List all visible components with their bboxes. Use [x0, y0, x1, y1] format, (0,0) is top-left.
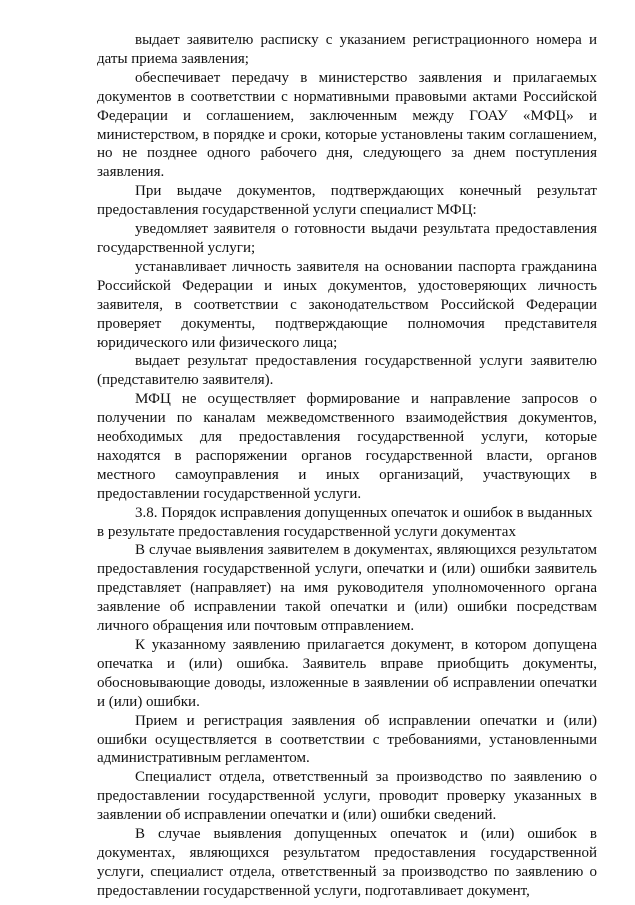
paragraph-identity: устанавливает личность заявителя на основании паспорта гражданина Российской Федерации и иных документов, удостоверяющих личность заявителя, в соответствии с законодательством Российской Федерации проверяет документы, подтверждающие полномочия представителя юридического или физического лица; [97, 258, 597, 351]
paragraph-transfer: обеспечивает передачу в министерство заявления и прилагаемых документов в соответствии с нормативными правовыми актами Российской Федерации и соглашением, заключенным между ГОАУ «МФЦ» и министерством, в порядке и сроки, которые установлены таким соглашением, но не позднее одного рабочего дня, следующего за днем поступления заявления. [97, 69, 597, 181]
paragraph-verification: Специалист отдела, ответственный за производство по заявлению о предоставлении государственной услуги, проводит проверку указанных в заявлении об исправлении опечатки и (или) ошибки сведений. [97, 769, 597, 824]
paragraph-mfc-requests: МФЦ не осуществляет формирование и направление запросов о получении по каналам межведомственного взаимодействия документов, необходимых для предоставления государственной услуги, которые находятся в распоряжении органов государственной власти, органов местного самоуправления и иных организаций, участвующих в предоставлении государственной услуги. [97, 391, 597, 502]
paragraph-receipt: выдает заявителю расписку с указанием регистрационного номера и даты приема заявления; [97, 32, 597, 67]
paragraph-issuance: При выдаче документов, подтверждающих конечный результат предоставления государственной услуги специалист МФЦ: [97, 183, 597, 219]
section-heading-3-8: 3.8. Порядок исправления допущенных опечаток и ошибок в выданных в результате предоставления государственной услуги документах [97, 504, 593, 540]
paragraph-notify: уведомляет заявителя о готовности выдачи результата предоставления государственной услуги; [97, 221, 597, 256]
paragraph-attachment: К указанному заявлению прилагается документ, в котором допущена опечатка и (или) ошибка. Заявитель вправе приобщить документы, обосновывающие доводы, изложенные в заявлении об исправлении опечатки и (или) ошибки. [97, 637, 597, 710]
paragraph-registration: Прием и регистрация заявления об исправлении опечатки и (или) ошибки осуществляется в соответствии с требованиями, установленными административным регламентом. [97, 712, 597, 767]
paragraph-error-found: В случае выявления заявителем в документах, являющихся результатом предоставления государственной услуги, опечатки и (или) ошибки заявитель представляет (направляет) на имя руководителя уполномоченного органа заявление об исправлении такой опечатки и (или) ошибки посредствам личного обращения или почтовым отправлением. [97, 542, 597, 635]
paragraph-result: выдает результат предоставления государственной услуги заявителю (представителю заявителя). [97, 353, 597, 389]
paragraph-correction: В случае выявления допущенных опечаток и (или) ошибок в документах, являющихся результатом предоставления государственной услуги, специалист отдела, ответственный за производство по заявлению о предоставлении государственной услуги, подготавливает документ, [97, 826, 597, 899]
document-body [97, 31, 597, 901]
